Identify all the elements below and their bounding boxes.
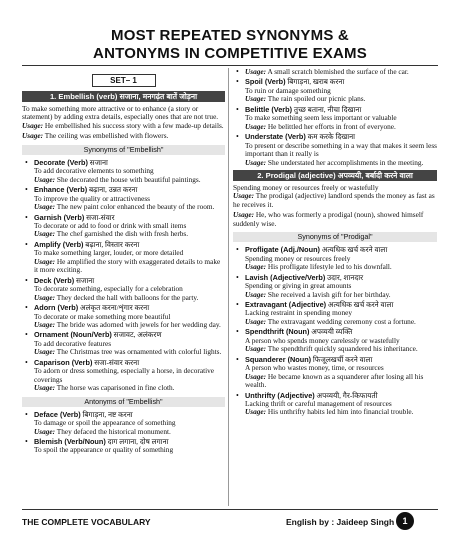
synonyms-list bbox=[22, 159, 225, 393]
entry-word: Garnish (Verb) bbox=[34, 212, 85, 222]
usage-text: He, who was formerly a prodigal (noun), showed himself suddenly wise. bbox=[233, 210, 424, 228]
synonym-entry bbox=[22, 277, 225, 302]
usage-line bbox=[22, 132, 225, 140]
entry-usage bbox=[34, 384, 225, 392]
entry-word: Unthrifty (Adjective) bbox=[245, 390, 315, 400]
usage-line bbox=[233, 211, 437, 228]
usage-label: Usage: bbox=[34, 383, 56, 393]
entry-word: Spoil (Verb) bbox=[245, 77, 286, 87]
usage-label: Usage: bbox=[245, 121, 267, 131]
usage-text: He became known as a squanderer after losing all his wealth. bbox=[245, 371, 424, 390]
entry-word: Adorn (Verb) bbox=[34, 303, 79, 313]
column-divider bbox=[228, 68, 229, 506]
usage-text: She decorated the house with beautiful paintings. bbox=[55, 174, 201, 184]
usage-text: The ceiling was embellished with flowers. bbox=[43, 131, 169, 141]
entry-usage bbox=[34, 230, 225, 238]
entry-word: Caparison (Verb) bbox=[34, 357, 93, 367]
usage-label: Usage: bbox=[34, 426, 56, 436]
antonyms-heading: Antonyms of "Embellish" bbox=[22, 397, 225, 407]
entry-word: Squanderer (Noun) bbox=[245, 354, 312, 364]
entry-meaning: Spending money or resources freely bbox=[245, 253, 351, 263]
usage-label: Usage: bbox=[34, 347, 56, 357]
head-word-band: 2. Prodigal (adjective) अपव्ययी, बर्बादी करने वाला bbox=[233, 170, 437, 181]
synonym-entry bbox=[22, 159, 225, 184]
entry-word: Blemish (Verb/Noun) bbox=[34, 436, 106, 446]
entry-word: Deck (Verb) bbox=[34, 275, 75, 285]
entry-word: Deface (Verb) bbox=[34, 409, 81, 419]
usage-text: The prodigal (adjective) landlord spends the money as fast as he receives it. bbox=[233, 191, 435, 209]
left-column bbox=[22, 68, 225, 457]
usage-text: His unthrifty habits led him into financial trouble. bbox=[266, 407, 414, 417]
entry-usage bbox=[245, 291, 437, 299]
usage-text: The spendthrift quickly squandered his inheritance. bbox=[266, 344, 418, 354]
usage-label: Usage: bbox=[34, 319, 56, 329]
page-title-line-1: MOST REPEATED SYNONYMS & bbox=[111, 27, 349, 44]
entry-meaning: To damage or spoil the appearance of something bbox=[34, 418, 176, 428]
synonym-entry bbox=[22, 186, 225, 211]
set-label: SET– 1 bbox=[92, 74, 156, 87]
entry-hindi: अपव्ययी व्यक्ति bbox=[309, 327, 353, 337]
usage-text: The new paint color enhanced the beauty of the room. bbox=[55, 202, 215, 212]
usage-label: Usage: bbox=[233, 191, 255, 201]
entry-meaning: To spoil the appearance or quality of something bbox=[34, 445, 174, 455]
entry-hindi: सजावट, अलंकरण bbox=[111, 330, 162, 340]
entry-word: Understate (Verb) bbox=[245, 132, 306, 142]
synonym-entry bbox=[233, 356, 437, 390]
usage-text: They defaced the historical monument. bbox=[55, 426, 171, 436]
usage-label: Usage: bbox=[245, 289, 267, 299]
usage-line bbox=[233, 192, 437, 209]
usage-text: She received a lavish gift for her birthday. bbox=[266, 289, 391, 299]
carry-over-usage: • Usage: A small scratch blemished the surface of the car. bbox=[233, 68, 437, 76]
entry-word: Enhance (Verb) bbox=[34, 185, 88, 195]
antonym-entry bbox=[22, 411, 225, 436]
entry-hindi: सजा-संवार करना bbox=[92, 357, 140, 367]
entry-word: Ornament (Noun/Verb) bbox=[34, 330, 112, 340]
usage-label: Usage: bbox=[34, 229, 56, 239]
entry-hindi: सजाना bbox=[74, 275, 95, 285]
entry-usage bbox=[34, 176, 225, 184]
synonym-entry bbox=[22, 359, 225, 393]
entry-hindi: दाग लगाना, दोष लगाना bbox=[105, 436, 169, 446]
usage-label: Usage: bbox=[34, 292, 56, 302]
usage-text: He amplified the story with exaggerated details to make it more exciting. bbox=[34, 256, 221, 275]
synonyms-list bbox=[233, 246, 437, 417]
entry-hindi: सजाना bbox=[87, 157, 108, 167]
antonym-entry bbox=[233, 78, 437, 103]
footer-book-title: THE COMPLETE VOCABULARY bbox=[22, 517, 151, 527]
entry-hindi: अत्यधिक खर्च करने वाला bbox=[320, 245, 388, 255]
entry-usage bbox=[34, 348, 225, 356]
entry-meaning: To adorn or dress something, especially a horse, in decorative coverings bbox=[34, 366, 215, 384]
entry-usage bbox=[34, 294, 225, 302]
entry-meaning: To ruin or damage something bbox=[245, 85, 331, 95]
usage-line bbox=[22, 122, 225, 130]
usage-text: She understated her accomplishments in the meeting. bbox=[266, 157, 424, 167]
usage-text: He belittled her efforts in front of everyone. bbox=[266, 121, 396, 131]
usage-label: Usage: bbox=[245, 262, 267, 272]
entry-meaning: To decorate something, especially for a celebration bbox=[34, 284, 183, 294]
entry-meaning: A person who spends money carelessly or wastefully bbox=[245, 335, 400, 345]
entry-hindi: उदार, शानदार bbox=[325, 272, 364, 282]
entry-hindi: अपव्ययी, गैर-किफायती bbox=[314, 390, 378, 400]
synonym-entry bbox=[233, 274, 437, 299]
synonym-entry bbox=[233, 328, 437, 353]
entry-meaning: To improve the quality or attractiveness bbox=[34, 193, 151, 203]
synonym-entry bbox=[233, 246, 437, 271]
antonym-entry bbox=[22, 438, 225, 455]
entry-meaning: To add decorative features bbox=[34, 338, 112, 348]
usage-label: Usage: bbox=[245, 157, 267, 167]
entry-usage bbox=[245, 95, 437, 103]
entry-hindi: बढ़ाना, विस्तार करना bbox=[83, 239, 140, 249]
entry-usage bbox=[245, 408, 437, 416]
entry-hindi: तुच्छ बताना, नीचा दिखाना bbox=[292, 104, 362, 114]
entry-hindi: अलंकृत करना/शृंगार करना bbox=[78, 303, 150, 313]
usage-text: The rain spoiled our picnic plans. bbox=[266, 94, 366, 104]
synonym-entry bbox=[22, 241, 225, 275]
entry-usage bbox=[34, 428, 225, 436]
usage-text: The horse was caparisoned in fine cloth. bbox=[55, 383, 175, 393]
entry-word: Spendthrift (Noun) bbox=[245, 327, 310, 337]
entry-meaning: To add decorative elements to something bbox=[34, 166, 154, 176]
usage-label: Usage: bbox=[22, 120, 44, 130]
entry-word: Lavish (Adjective/Verb) bbox=[245, 272, 326, 282]
entry-usage bbox=[245, 373, 437, 390]
usage-list bbox=[233, 192, 437, 228]
entry-meaning: To decorate or add to food or drink with small items bbox=[34, 220, 187, 230]
usage-list bbox=[22, 122, 225, 141]
usage-label: Usage: bbox=[245, 316, 267, 326]
antonym-entry bbox=[233, 106, 437, 131]
footer-author: English by : Jaideep Singh bbox=[286, 517, 395, 527]
antonym-entry bbox=[233, 133, 437, 167]
usage-label: Usage: bbox=[245, 407, 267, 417]
footer-rule bbox=[22, 509, 438, 510]
entry-word: Amplify (Verb) bbox=[34, 239, 84, 249]
entry-hindi: अत्यधिक खर्च करने वाला bbox=[326, 299, 394, 309]
antonyms-list bbox=[233, 78, 437, 167]
definition: To make something more attractive or to enhance (a story or statement) by adding extra details, especially ones that are not true. bbox=[22, 104, 219, 122]
entry-usage bbox=[34, 321, 225, 329]
entry-hindi: सजा-संवार bbox=[84, 212, 115, 222]
entry-usage bbox=[245, 318, 437, 326]
entry-meaning: To decorate or make something more beautiful bbox=[34, 311, 171, 321]
entry-word: Extravagant (Adjective) bbox=[245, 299, 327, 309]
usage-text: His profligate lifestyle led to his downfall. bbox=[266, 262, 392, 272]
entry-usage bbox=[245, 123, 437, 131]
usage-label: Usage: bbox=[34, 174, 56, 184]
entry-hindi: फिजूलखर्ची करने वाला bbox=[311, 354, 373, 364]
entry-meaning: Spending or giving in great amounts bbox=[245, 281, 352, 291]
synonym-entry bbox=[22, 214, 225, 239]
usage-text: The chef garnished the dish with fresh herbs. bbox=[55, 229, 189, 239]
entry-usage bbox=[245, 345, 437, 353]
entry-hindi: बढ़ाना, उन्नत करना bbox=[87, 185, 138, 195]
synonym-entry bbox=[22, 331, 225, 356]
page-number-badge: 1 bbox=[396, 512, 414, 530]
entry-word: Belittle (Verb) bbox=[245, 104, 293, 114]
right-column bbox=[233, 68, 437, 419]
usage-text: They decked the hall with balloons for the party. bbox=[55, 292, 199, 302]
entry-hindi: बिगाड़ना, खराब करना bbox=[285, 77, 345, 87]
entry-hindi: बिगाड़ना, नष्ट करना bbox=[80, 409, 133, 419]
entry-word: Decorate (Verb) bbox=[34, 157, 88, 167]
usage-label: Usage: bbox=[34, 202, 56, 212]
synonym-entry bbox=[233, 301, 437, 326]
usage-label: Usage: bbox=[22, 131, 44, 141]
usage-label: Usage: bbox=[245, 371, 267, 381]
synonyms-heading: Synonyms of "Prodigal" bbox=[233, 232, 437, 242]
synonym-entry bbox=[22, 304, 225, 329]
entry-hindi: कम करके दिखाना bbox=[305, 132, 356, 142]
entry-usage bbox=[34, 203, 225, 211]
title-rule bbox=[22, 65, 438, 66]
usage-label: Usage: bbox=[34, 256, 56, 266]
page-title-line-2: ANTONYMS IN COMPETITIVE EXAMS bbox=[93, 45, 367, 62]
entry-meaning: Lacking restraint in spending money bbox=[245, 308, 352, 318]
usage-text: The Christmas tree was ornamented with colorful lights. bbox=[55, 347, 222, 357]
entry-meaning: A person who wastes money, time, or resources bbox=[245, 363, 384, 373]
usage-label: Usage: bbox=[245, 94, 267, 104]
entry-meaning: To make something seem less important or valuable bbox=[245, 113, 397, 123]
entry-usage bbox=[245, 263, 437, 271]
usage-label: Usage: bbox=[233, 210, 255, 220]
entry-meaning: To present or describe something in a way that makes it seem less important than it really is bbox=[245, 140, 437, 159]
synonyms-heading: Synonyms of "Embellish" bbox=[22, 145, 225, 155]
definition: Spending money or resources freely or wastefully bbox=[233, 182, 379, 192]
entry-usage bbox=[245, 159, 437, 167]
usage-label: Usage: bbox=[245, 344, 267, 354]
usage-text: The bride was adorned with jewels for her wedding day. bbox=[55, 319, 221, 329]
head-word-band: 1. Embellish (verb) सजाना, मनगढ़ंत बातें जोड़ना bbox=[22, 91, 225, 102]
entry-meaning: Lacking thrift or careful management of resources bbox=[245, 398, 392, 408]
usage-text: The extravagant wedding ceremony cost a fortune. bbox=[266, 316, 416, 326]
entry-usage bbox=[34, 258, 225, 275]
usage-text: He embellished his success story with a few made-up details. bbox=[43, 120, 224, 130]
entry-word: Profligate (Adj./Noun) bbox=[245, 245, 320, 255]
synonym-entry bbox=[233, 392, 437, 417]
entry-meaning: To make something larger, louder, or more detailed bbox=[34, 248, 184, 258]
antonyms-list bbox=[22, 411, 225, 455]
